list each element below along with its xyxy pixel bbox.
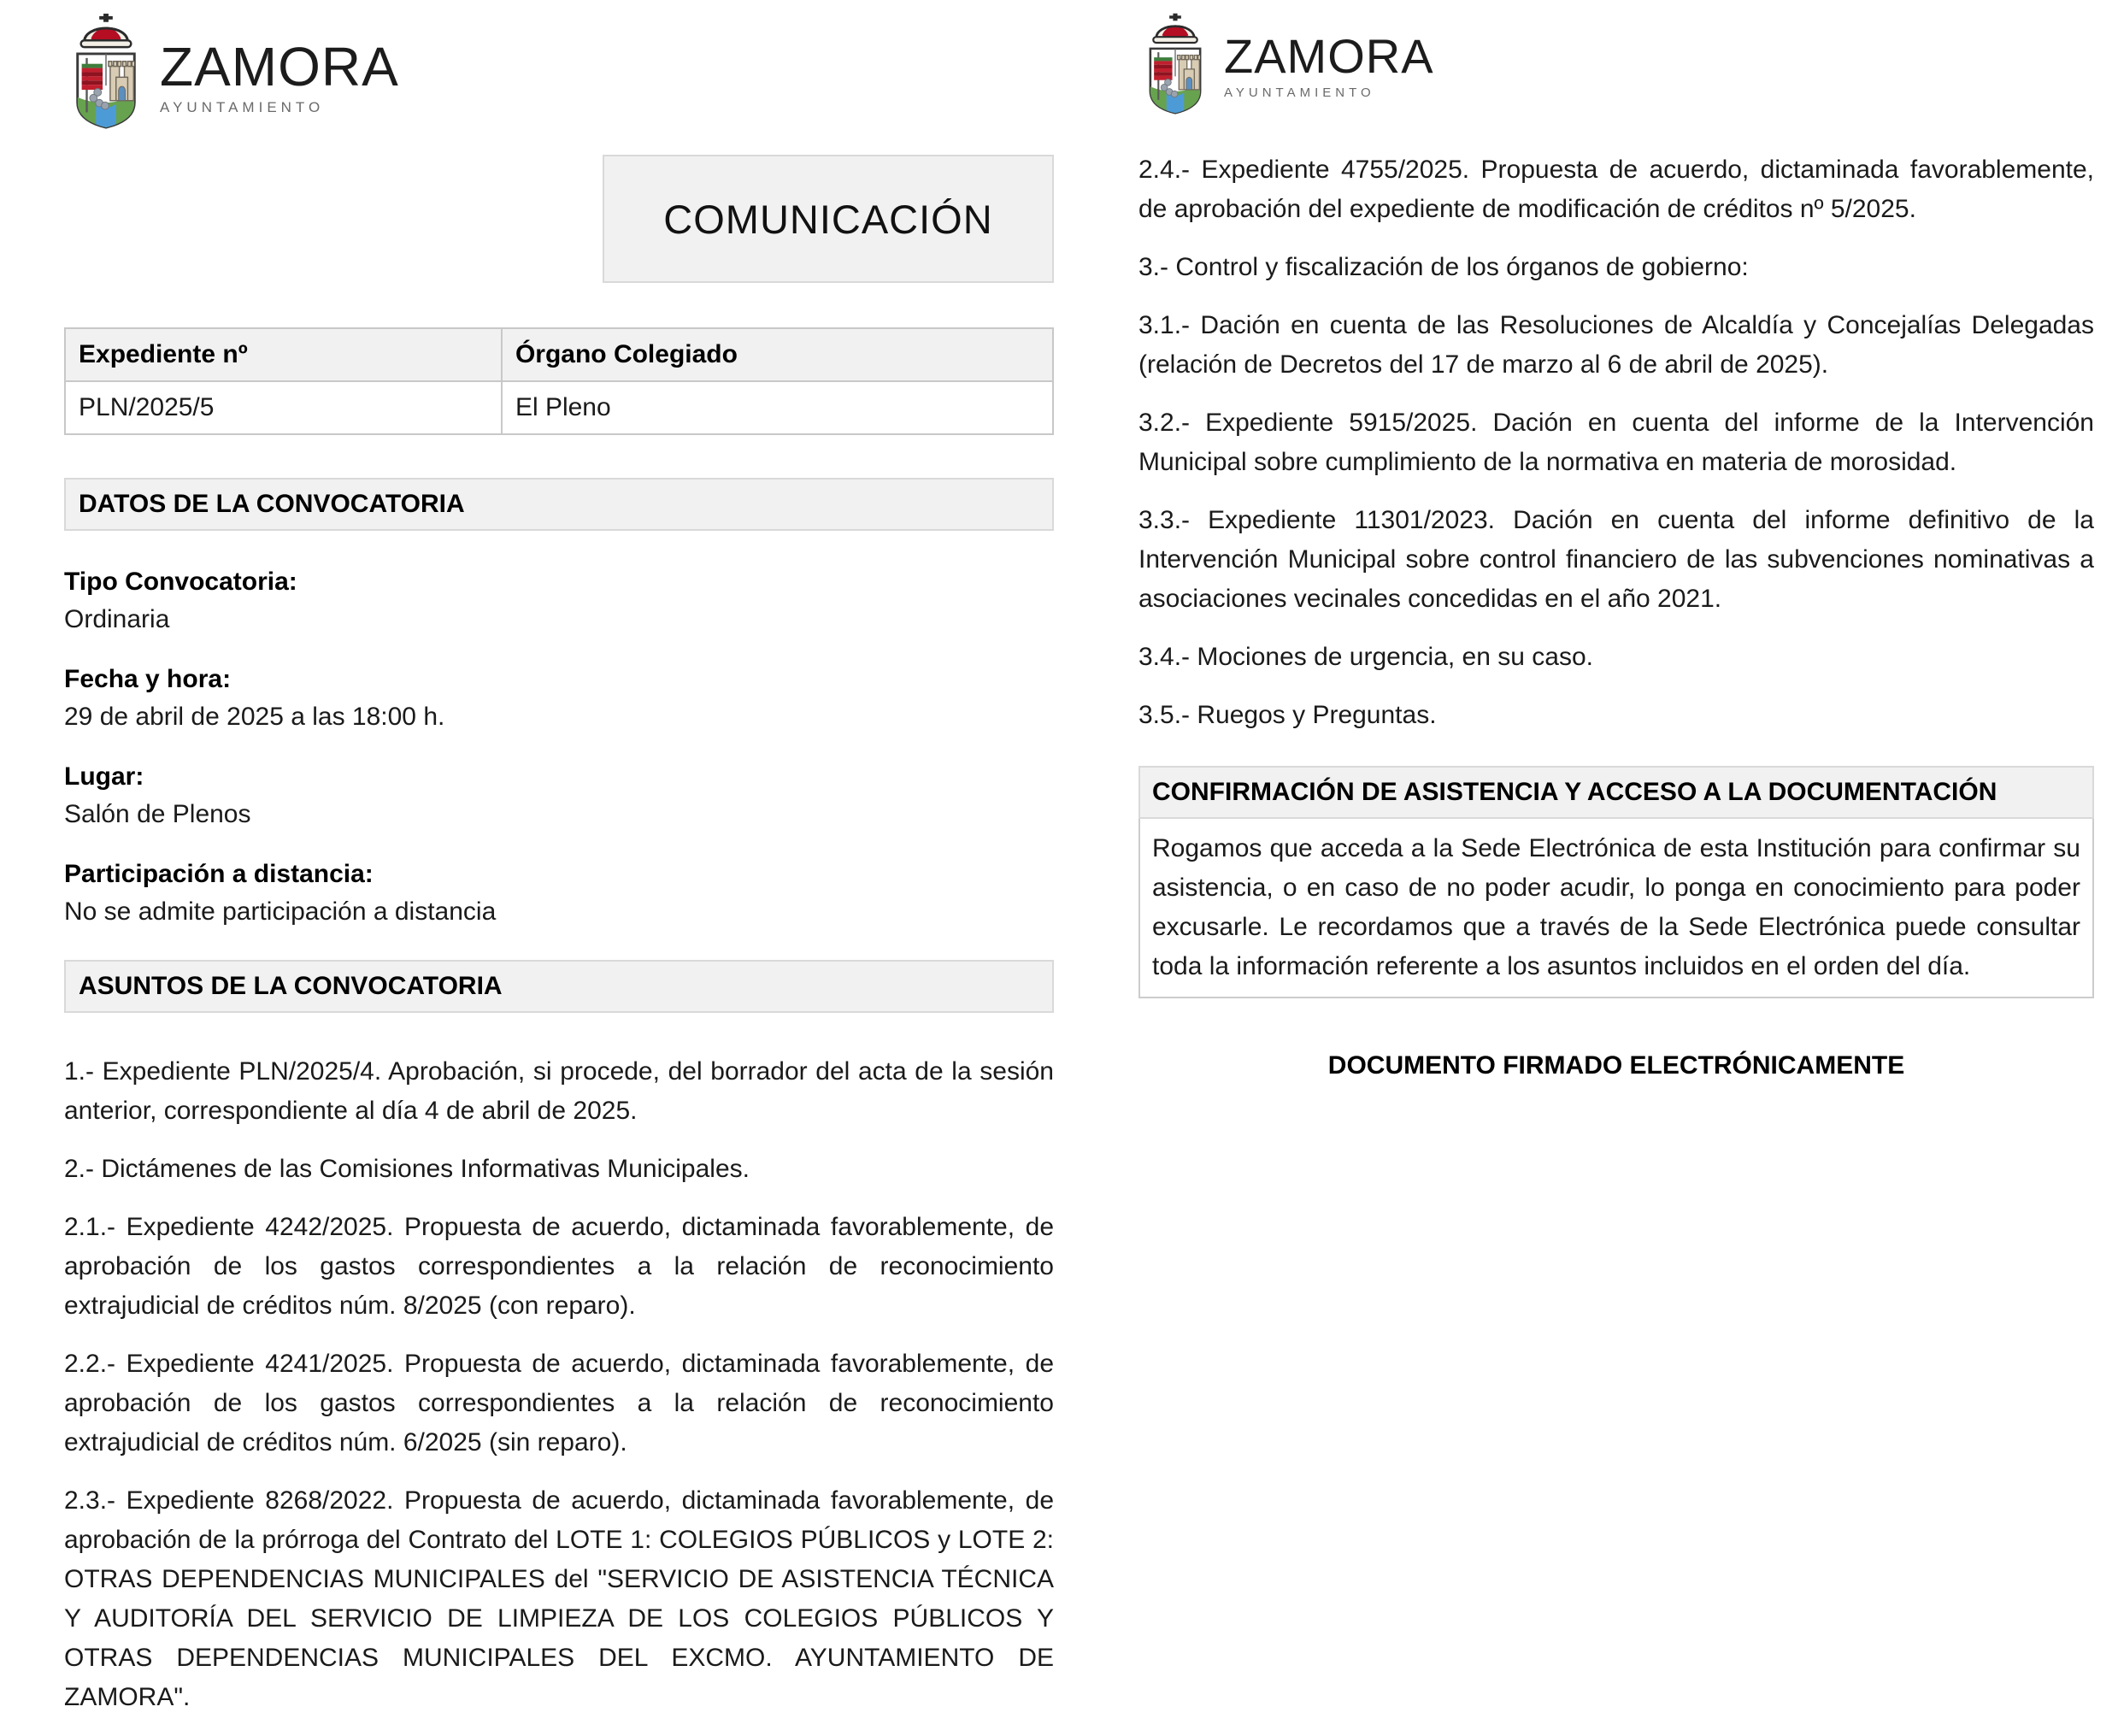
field-label: Participación a distancia: <box>64 860 374 888</box>
agenda-item-2: 2.- Dictámenes de las Comisiones Informativas Municipales. <box>64 1155 750 1183</box>
crown-icon <box>81 14 132 47</box>
agenda-item-3-2: 3.2.- Expediente 5915/2025. Dación en cuenta del informe de la Intervención Municipal sobre cumplimiento de la normativa en materia de morosidad. <box>1138 409 2094 476</box>
confirmation-body: Rogamos que acceda a la Sede Electrónica de esta Institución para confirmar su asistencia, o en caso de no poder acudir, lo ponga en conocimiento para poder excusarle. Le recordamos que a través de la Sede Electrónica puede consultar toda la información referente a los asuntos incluidos en el orden del día. <box>1138 819 2094 998</box>
confirmation-section <box>1138 766 2094 998</box>
agenda-item-3-1: 3.1.- Dación en cuenta de las Resoluciones de Alcaldía y Concejalías Delegadas (relación de Decretos del 17 de marzo al 6 de abril de 2025). <box>1138 311 2094 379</box>
field-label: Tipo Convocatoria: <box>64 568 297 596</box>
agenda-item-2-3: 2.3.- Expediente 8268/2022. Propuesta de acuerdo, dictaminada favorablemente, de aprobación de la prórroga del Contrato del LOTE 1: COLEGIOS PÚBLICOS y LOTE 2: OTRAS DEPENDENCIAS MUNICIPALES del "SERVICIO DE ASISTENCIA TÉCNICA Y AUDITORÍA DEL SERVICIO DE LIMPIEZA DE LOS COLEGIOS PÚBLICOS Y OTRAS DEPENDENCIAS MUNICIPALES DEL EXCMO. AYUNTAMIENTO DE ZAMORA". <box>64 1486 1054 1711</box>
field-tipo-convocatoria <box>64 563 1054 638</box>
logo-text <box>160 36 399 116</box>
field-fecha-hora <box>64 661 1054 736</box>
logo-text <box>1224 29 1434 100</box>
flag-icon <box>82 64 103 90</box>
table-header-row <box>65 328 1053 381</box>
field-lugar <box>64 758 1054 833</box>
section-header-datos: DATOS DE LA CONVOCATORIA <box>64 478 1054 531</box>
table-row <box>65 381 1053 434</box>
organo-value-cell: El Pleno <box>502 381 1053 434</box>
expediente-header-cell: Expediente nº <box>65 328 502 381</box>
expediente-table <box>64 327 1054 435</box>
agenda-item-1: 1.- Expediente PLN/2025/4. Aprobación, si procede, del borrador del acta de la sesión anterior, correspondiente al día 4 de abril de 2025. <box>64 1057 1054 1125</box>
agenda-item-3-5: 3.5.- Ruegos y Preguntas. <box>1138 701 1437 729</box>
field-value: Ordinaria <box>64 605 170 633</box>
section-header-asuntos: ASUNTOS DE LA CONVOCATORIA <box>64 960 1054 1013</box>
datos-fields <box>64 563 1054 931</box>
logo-subtitle: AYUNTAMIENTO <box>1224 85 1375 100</box>
field-label: Lugar: <box>64 762 144 791</box>
signature-note: DOCUMENTO FIRMADO ELECTRÓNICAMENTE <box>1327 1051 1905 1080</box>
agenda-item-2-4: 2.4.- Expediente 4755/2025. Propuesta de acuerdo, dictaminada favorablemente, de aprobación del expediente de modificación de créditos nº 5/2025. <box>1138 156 2094 223</box>
field-value: Salón de Plenos <box>64 800 251 828</box>
agenda-item-3-4: 3.4.- Mociones de urgencia, en su caso. <box>1138 643 1593 671</box>
logo-subtitle: AYUNTAMIENTO <box>160 99 325 115</box>
crown-icon <box>1153 14 1197 43</box>
asuntos-list-right <box>1138 150 2094 735</box>
organo-header-cell: Órgano Colegiado <box>502 328 1053 381</box>
logo-name: ZAMORA <box>1224 29 1434 83</box>
field-value: No se admite participación a distancia <box>64 897 497 926</box>
document-type-label: COMUNICACIÓN <box>663 196 993 242</box>
section-header-confirmacion: CONFIRMACIÓN DE ASISTENCIA Y ACCESO A LA DOCUMENTACIÓN <box>1138 766 2094 819</box>
page-left <box>64 0 1054 1736</box>
field-value: 29 de abril de 2025 a las 18:00 h. <box>64 703 445 731</box>
agenda-item-3: 3.- Control y fiscalización de los órganos de gobierno: <box>1138 253 1749 281</box>
agenda-item-2-2: 2.2.- Expediente 4241/2025. Propuesta de acuerdo, dictaminada favorablemente, de aprobación de los gastos correspondientes a la relación de reconocimiento extrajudicial de créditos núm. 6/2025 (sin reparo). <box>64 1350 1054 1456</box>
agenda-item-3-3: 3.3.- Expediente 11301/2023. Dación en cuenta del informe definitivo de la Intervención Municipal sobre control financiero de las subvenciones nominativas a asociaciones vecinales concedidas en el año 2021. <box>1138 506 2094 613</box>
zamora-logo <box>1138 12 2094 115</box>
field-participacion <box>64 856 1054 931</box>
zamora-crest-icon <box>64 12 148 129</box>
zamora-logo <box>64 12 1054 129</box>
page-right <box>1138 0 2094 1080</box>
zamora-crest-icon <box>1138 12 1212 115</box>
document-type-box <box>603 155 1054 283</box>
field-label: Fecha y hora: <box>64 665 232 693</box>
asuntos-list-left <box>64 1052 1054 1717</box>
expediente-value-cell: PLN/2025/5 <box>65 381 502 434</box>
agenda-item-2-1: 2.1.- Expediente 4242/2025. Propuesta de acuerdo, dictaminada favorablemente, de aprobación de los gastos correspondientes a la relación de reconocimiento extrajudicial de créditos núm. 8/2025 (con reparo). <box>64 1213 1054 1320</box>
logo-name: ZAMORA <box>160 36 399 97</box>
flag-icon <box>1154 57 1172 80</box>
